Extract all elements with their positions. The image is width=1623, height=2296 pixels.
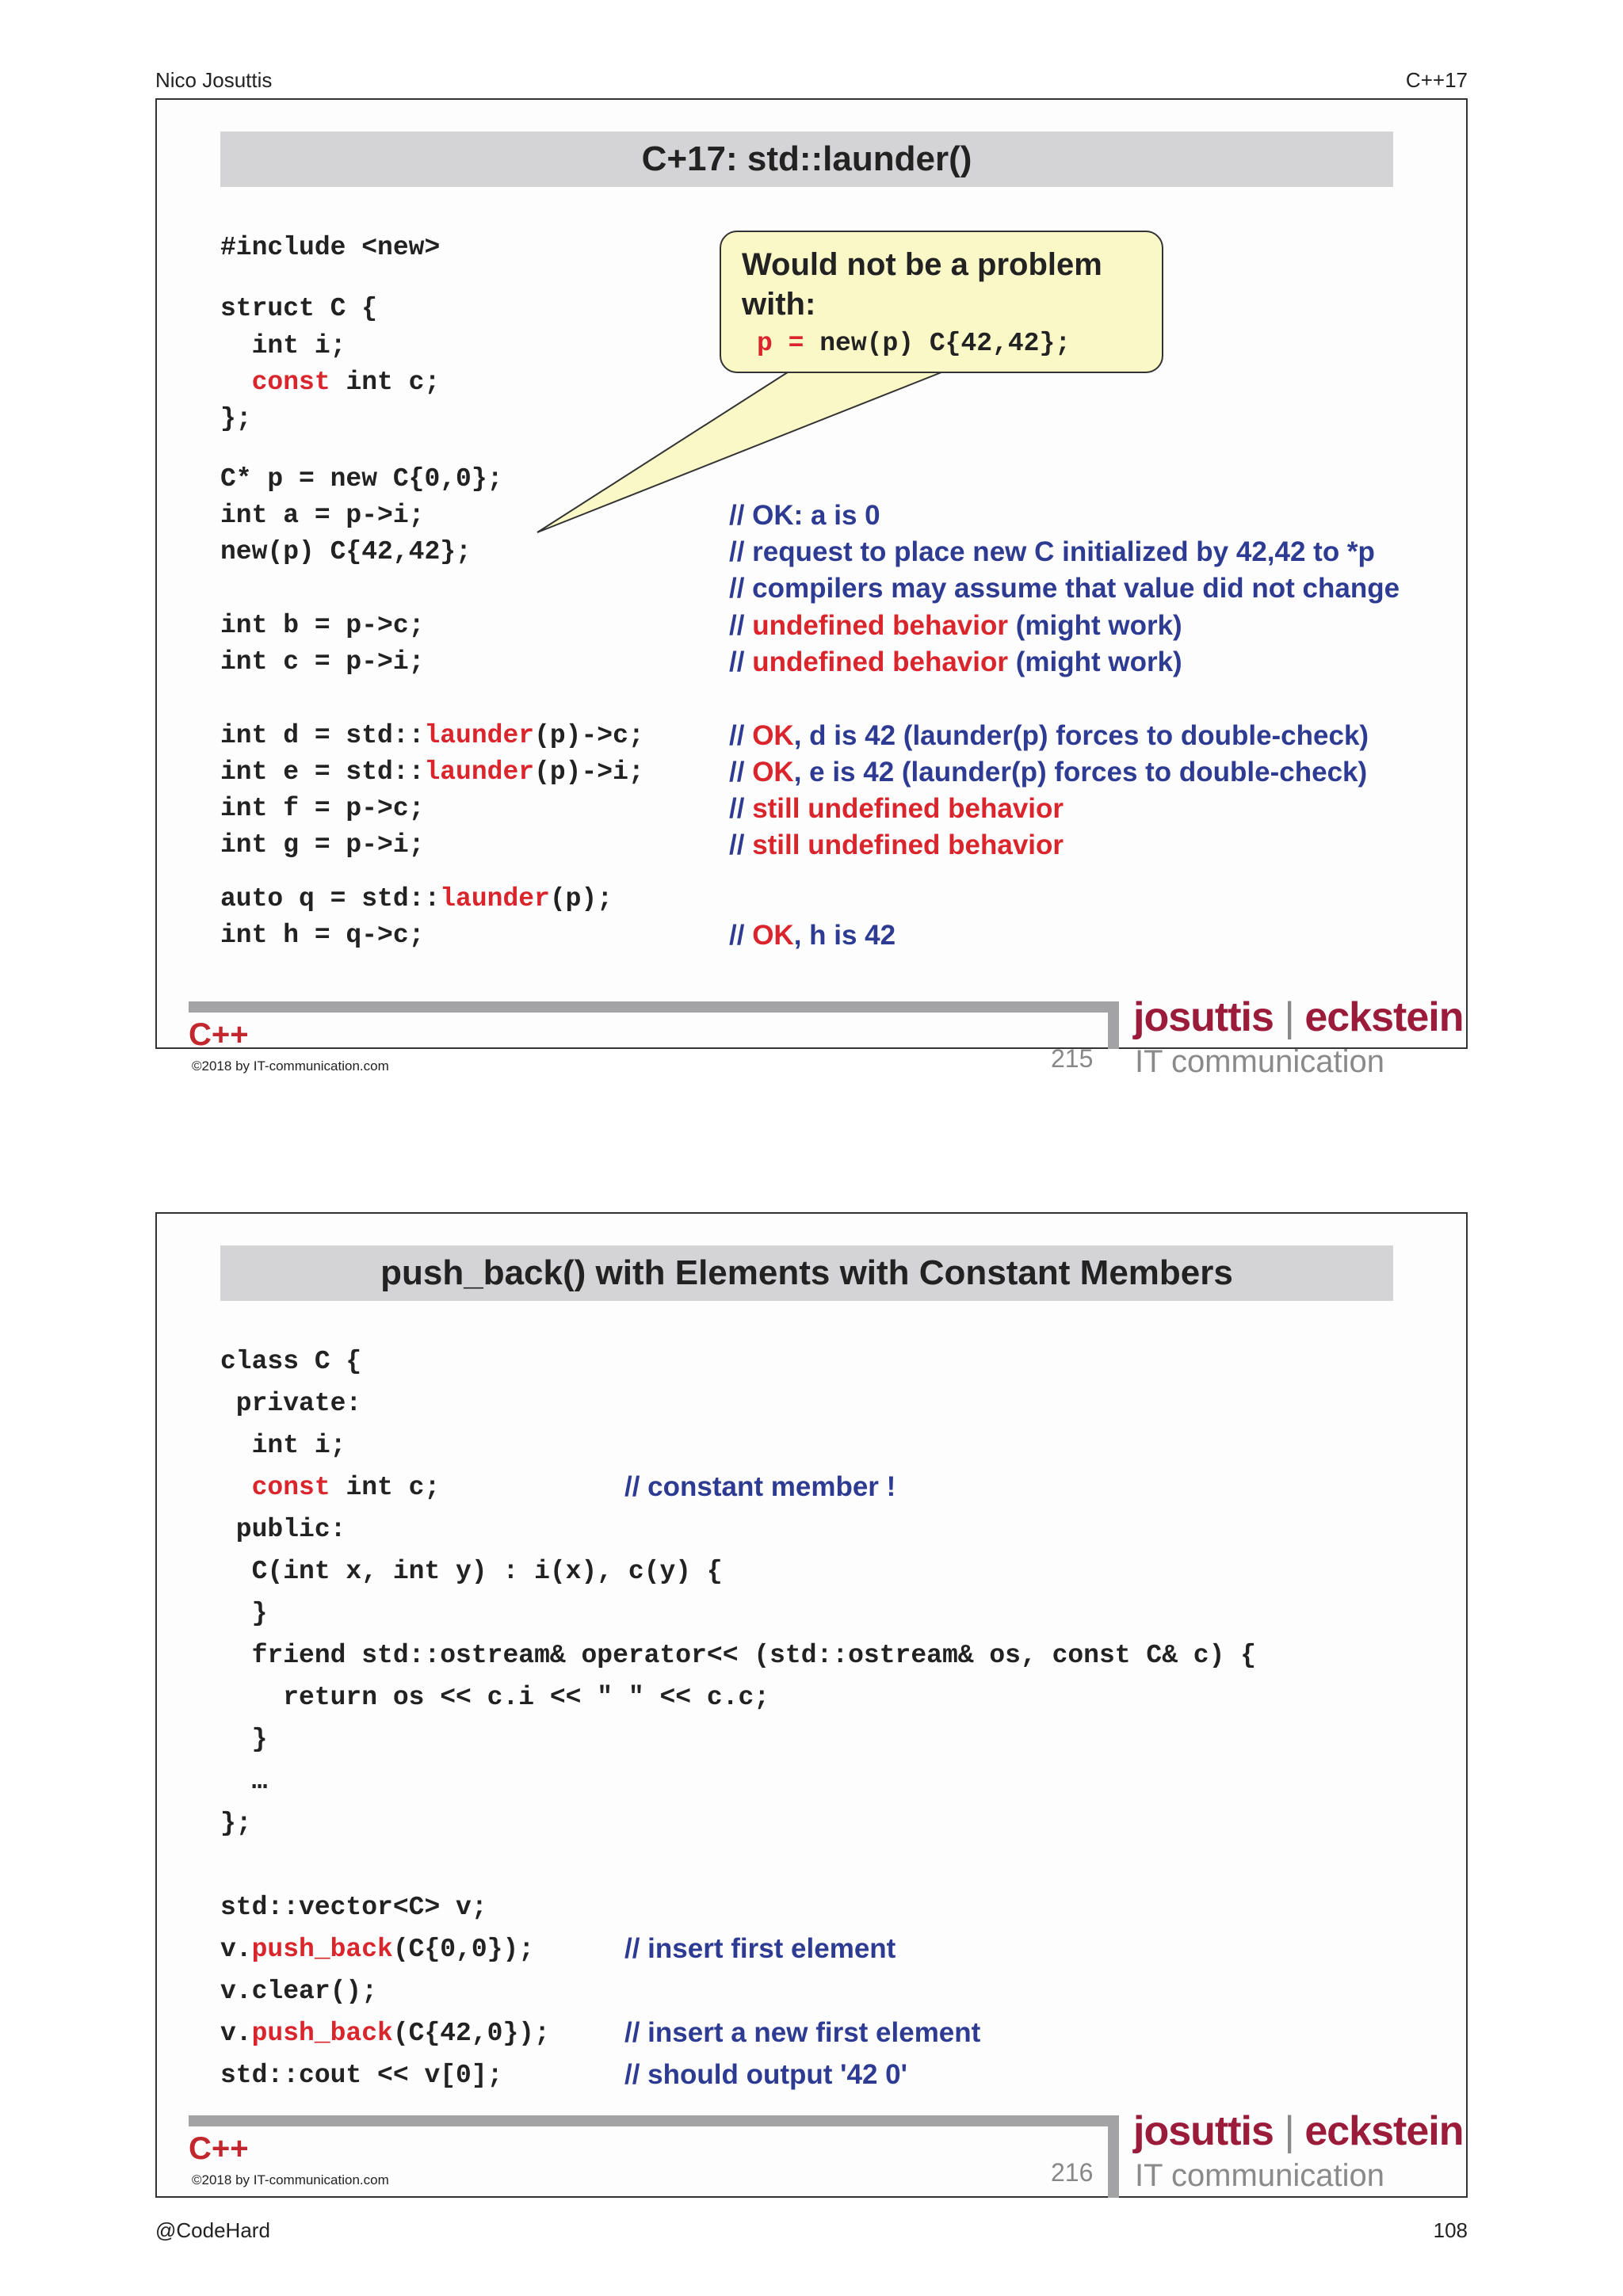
comment-fragment: // [729,720,753,751]
code-fragment: v. [220,2019,252,2048]
code-line: int f = p->c; [220,794,425,823]
callout-text: Would not be a problem with: [742,247,1102,322]
code-line: int b = p->c; [220,611,425,640]
code-fragment: (p)->i; [534,757,644,787]
comment-highlight: OK [752,720,794,751]
code-line: int i; [220,1431,346,1460]
code-line: new(p) C{42,42}; [220,537,472,566]
comment-fragment: // [729,920,753,951]
brand-separator: | [1284,2108,1294,2154]
brand-logo [1133,994,1463,1041]
code-line: }; [220,1809,252,1838]
code-function: push_back [251,2019,393,2048]
code-comment [729,646,1182,678]
comment-highlight: undefined behavior [752,646,1008,677]
code-line: C* p = new C{0,0}; [220,464,503,494]
code-fragment: int c; [330,1473,441,1502]
comment-fragment: // [729,757,753,788]
brand-name-left: josuttis [1133,2108,1274,2154]
code-line: struct C { [220,294,378,323]
comment-highlight: still undefined behavior [752,793,1064,824]
code-fragment: (p)->c; [534,721,644,750]
brand-name-right: eckstein [1304,2108,1464,2154]
code-line: C(int x, int y) : i(x), c(y) { [220,1557,723,1586]
code-comment: // compilers may assume that value did not change [729,573,1400,604]
cpp-logo: C++ [189,2131,249,2166]
comment-highlight: OK [752,757,794,788]
code-fragment: int e = std:: [220,757,425,787]
callout-box [720,231,1163,373]
comment-highlight: OK [752,920,794,951]
code-line: … [220,1767,268,1796]
slide-launder [155,98,1468,1079]
comment-fragment: // [729,646,753,677]
code-comment [729,793,1064,825]
comment-fragment: // [729,610,753,641]
comment-fragment: // [729,830,753,860]
footer-divider [189,2115,1119,2126]
code-line: std::vector<C> v; [220,1893,487,1922]
callout-code-var: p [757,329,773,358]
code-line: private: [220,1389,362,1418]
code-line [220,368,440,397]
code-keyword: const [251,1473,330,1502]
footer-divider-vertical [1108,2115,1119,2198]
page-number: 108 [1433,2218,1468,2242]
comment-fragment: (might work) [1008,646,1182,677]
page-header-topic: C++17 [1405,68,1468,92]
code-line: public: [220,1515,346,1544]
code-comment [729,757,1367,788]
code-line [220,1935,534,1964]
page-header-author: Nico Josuttis [155,68,273,92]
footer-divider-vertical [1108,1001,1119,1049]
slide-title: push_back() with Elements with Constant Members [220,1245,1393,1301]
slide-title: C+17: std::launder() [220,132,1393,187]
brand-name-right: eckstein [1304,994,1464,1040]
brand-logo [1133,2107,1463,2155]
code-comment: // should output '42 0' [624,2059,907,2090]
code-fragment: (p); [549,884,613,913]
code-line [220,757,644,787]
code-comment [729,830,1064,861]
brand-name-left: josuttis [1133,994,1274,1040]
callout-code-rest: new(p) C{42,42}; [819,329,1071,358]
code-line: } [220,1725,268,1754]
code-line: class C { [220,1347,362,1376]
code-comment: // request to place new C initialized by 42,42 to *p [729,536,1375,567]
code-line: int c = p->i; [220,647,425,677]
slide-number: 215 [1051,1044,1094,1073]
brand-separator: | [1284,994,1294,1040]
code-line: return os << c.i << " " << c.c; [220,1683,770,1712]
code-line: friend std::ostream& operator<< (std::ostream& os, const C& c) { [220,1641,1257,1670]
brand-tagline: IT communication [1135,2158,1384,2193]
code-fragment: v. [220,1935,252,1964]
code-line: v.clear(); [220,1977,378,2006]
code-fragment: (C{42,0}); [392,2019,550,2048]
copyright: ©2018 by IT-communication.com [192,1058,389,1074]
code-line: int h = q->c; [220,921,425,950]
code-fragment: int c; [330,368,441,397]
code-comment [729,720,1369,752]
comment-fragment: (might work) [1008,610,1182,641]
copyright: ©2018 by IT-communication.com [192,2172,389,2187]
code-line [220,721,644,750]
callout-code-assign: = [772,329,820,358]
code-line: std::cout << v[0]; [220,2061,503,2090]
code-comment: // insert first element [624,1933,896,1964]
code-line: #include <new> [220,233,441,262]
code-fragment: (C{0,0}); [392,1935,535,1964]
code-line: }; [220,404,252,433]
code-function: push_back [251,1935,393,1964]
comment-fragment: , d is 42 (launder(p) forces to double-check) [793,720,1369,751]
code-line: int a = p->i; [220,501,425,530]
brand-tagline: IT communication [1135,1044,1384,1079]
code-fragment: auto q = std:: [220,884,441,913]
comment-highlight: still undefined behavior [752,830,1064,860]
comment-highlight: undefined behavior [752,610,1008,641]
code-comment: // insert a new first element [624,2017,981,2048]
code-function: launder [440,884,550,913]
code-line: int i; [220,331,346,360]
callout-joint [794,367,948,372]
comment-fragment: , e is 42 (launder(p) forces to double-check) [793,757,1368,788]
code-comment [729,920,896,952]
page-footer-handle: @CodeHard [155,2218,270,2242]
slide-push-back [155,1212,1468,2198]
code-line [220,884,613,913]
code-comment [729,610,1182,642]
code-comment: // OK: a is 0 [729,500,880,531]
code-keyword: const [251,368,330,397]
cpp-logo: C++ [189,1017,249,1052]
code-line: } [220,1599,268,1628]
code-fragment: int d = std:: [220,721,425,750]
code-line [220,1473,440,1502]
comment-fragment: , h is 42 [793,920,896,951]
code-line: int g = p->i; [220,830,425,860]
code-comment: // constant member ! [624,1471,896,1502]
comment-fragment: // [729,793,753,824]
callout-code [757,329,1071,358]
code-function: launder [424,721,535,750]
footer-divider [189,1001,1119,1013]
code-function: launder [424,757,535,787]
slide-number: 216 [1051,2158,1094,2187]
code-line [220,2019,550,2048]
